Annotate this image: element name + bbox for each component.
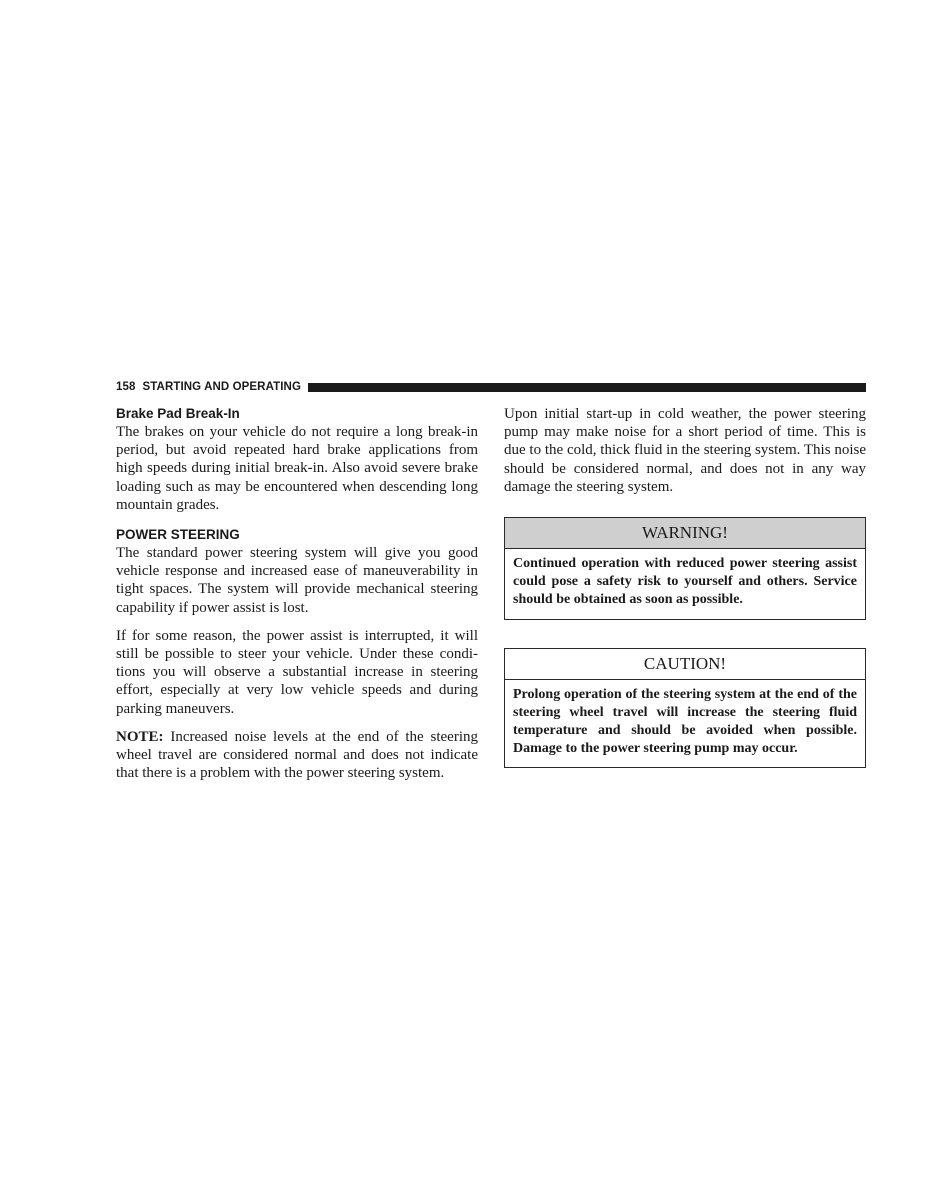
warning-title: WARNING!	[505, 518, 865, 549]
warning-box	[504, 517, 866, 620]
power-steering-paragraph-1: The standard power steering system will give you good vehicle response and increased ease of maneuverability in tight spaces. The system will provide mechanical steering capability if power assist is lost.	[116, 545, 478, 616]
note-label: NOTE:	[116, 728, 164, 745]
cold-weather-paragraph: Upon initial start-up in cold weather, the power steering pump may make noise for a short period of time. This is due to the cold, thick fluid in the steering system. This noise should be considered normal, and does not in any way damage the steering system.	[504, 406, 866, 495]
header-rule	[308, 383, 866, 392]
brake-pad-paragraph: The brakes on your vehicle do not require a long break-in period, but avoid repeated hard brake applications from high speeds during initial break-in. Also avoid severe brake loading such as may be encountered when descending long mountain grades.	[116, 424, 478, 513]
power-steering-heading: POWER STEERING	[116, 527, 240, 543]
caution-box	[504, 648, 866, 769]
page-header	[116, 380, 866, 394]
section-title: STARTING AND OPERATING	[142, 381, 302, 393]
page-number: 158	[116, 381, 136, 393]
brake-pad-heading: Brake Pad Break-In	[116, 406, 240, 421]
caution-text: Prolong operation of the steering system at the end of the steering wheel travel will increase the steering fluid temperature and should be avoided when possible. Damage to the power steering pump may occur.	[513, 686, 857, 757]
left-column	[116, 405, 478, 782]
caution-title: CAUTION!	[505, 649, 865, 680]
power-steering-paragraph-2: If for some reason, the power assist is interrupted, it will still be possible to steer your vehicle. Under these conditions you will observe a substantial increase in steering effort, especially at very low vehicle speeds and during parking maneuvers.	[116, 627, 478, 717]
right-column	[504, 405, 866, 768]
note-text: Increased noise levels at the end of the steering wheel travel are considered normal and does not indicate that there is a problem with the power steering system.	[116, 728, 478, 782]
warning-text: Continued operation with reduced power steering assist could pose a safety risk to yourself and others. Service should be obtained as soon as possible.	[513, 556, 857, 608]
note-paragraph	[116, 728, 478, 783]
